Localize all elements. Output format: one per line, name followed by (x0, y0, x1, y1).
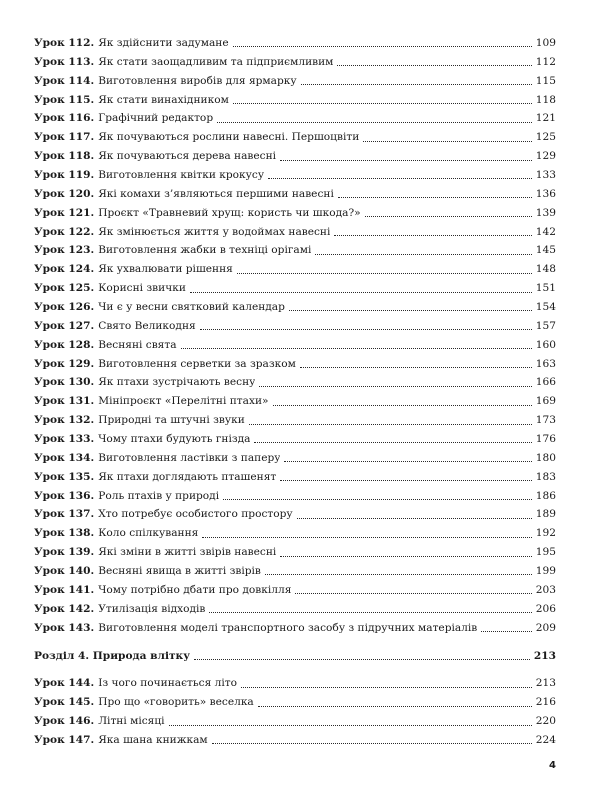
dot-leader (241, 686, 532, 688)
lesson-title: Виготовлення жабки в техніці орігамі (98, 244, 312, 257)
lesson-title: Мініпроєкт «Перелітні птахи» (98, 395, 269, 408)
lesson-number: Урок 127. (34, 319, 95, 332)
dot-leader (209, 611, 531, 613)
lesson-title: Про що «говорить» веселка (98, 696, 254, 709)
dot-leader (258, 705, 532, 707)
page-ref: 125 (535, 131, 556, 144)
lesson-number: Урок 129. (34, 357, 95, 370)
page-ref: 163 (535, 357, 556, 370)
page-ref: 206 (535, 602, 556, 615)
dot-leader (190, 291, 532, 293)
page-number: 4 (549, 760, 556, 771)
dot-leader (233, 45, 532, 47)
lesson-number: Урок 130. (34, 376, 95, 389)
page-ref: 173 (535, 414, 556, 427)
toc-entry (34, 317, 556, 336)
dot-leader (202, 536, 531, 538)
toc-entry (34, 53, 556, 72)
lesson-title: Природні та штучні звуки (98, 414, 245, 427)
lesson-number: Урок 118. (34, 150, 95, 163)
toc-lessons-part1 (34, 34, 556, 638)
dot-leader (249, 423, 532, 425)
page-ref: 133 (535, 169, 556, 182)
lesson-number: Урок 131. (34, 395, 95, 408)
page-ref: 189 (535, 508, 556, 521)
lesson-number: Урок 120. (34, 187, 95, 200)
page-ref: 115 (535, 74, 556, 87)
toc-entry (34, 430, 556, 449)
lesson-number: Урок 146. (34, 715, 95, 728)
page-ref: 166 (535, 376, 556, 389)
toc-entry (34, 449, 556, 468)
page-ref: 203 (535, 583, 556, 596)
toc-entry (34, 693, 556, 712)
lesson-title: Яка шана книжкам (98, 733, 208, 746)
dot-leader (363, 140, 532, 142)
toc-entry (34, 336, 556, 355)
table-of-contents (34, 34, 556, 750)
page-ref: 136 (535, 187, 556, 200)
lesson-number: Урок 143. (34, 621, 95, 634)
dot-leader (259, 385, 531, 387)
lesson-number: Урок 142. (34, 602, 95, 615)
page-ref: 139 (535, 206, 556, 219)
dot-leader (301, 83, 532, 85)
lesson-title: Виготовлення виробів для ярмарку (98, 74, 297, 87)
page-ref: 112 (535, 55, 556, 68)
lesson-number: Урок 113. (34, 55, 95, 68)
page-ref: 213 (535, 677, 556, 690)
toc-entry (34, 581, 556, 600)
page-ref: 121 (535, 112, 556, 125)
lesson-title: Із чого починається літо (98, 677, 238, 690)
lesson-number: Урок 122. (34, 225, 95, 238)
toc-entry (34, 34, 556, 53)
dot-leader (280, 159, 532, 161)
lesson-title: Чому потрібно дбати про довкілля (98, 583, 292, 596)
toc-entry (34, 392, 556, 411)
page-ref: 195 (535, 546, 556, 559)
toc-entry (34, 166, 556, 185)
toc-entry (34, 731, 556, 750)
lesson-title: Виготовлення моделі транспортного засобу з підручних матеріалів (98, 621, 478, 634)
lesson-title: Як змінюється життя у водоймах навесні (98, 225, 331, 238)
dot-leader (337, 64, 531, 66)
dot-leader (169, 724, 532, 726)
lesson-number: Урок 147. (34, 733, 95, 746)
page-ref: 160 (535, 338, 556, 351)
page-ref: 224 (535, 733, 556, 746)
lesson-number: Урок 133. (34, 433, 95, 446)
toc-entry (34, 600, 556, 619)
lesson-number: Урок 116. (34, 112, 95, 125)
page-ref: 148 (535, 263, 556, 276)
toc-entry (34, 91, 556, 110)
lesson-title: Роль птахів у природі (98, 489, 220, 502)
lesson-title: Як почуваються рослини навесні. Першоцвіти (98, 131, 360, 144)
lesson-number: Урок 119. (34, 169, 95, 182)
page-ref: 209 (535, 621, 556, 634)
lesson-number: Урок 128. (34, 338, 95, 351)
lesson-title: Корисні звички (98, 282, 186, 295)
lesson-title: Коло спілкування (98, 527, 199, 540)
page-ref: 180 (535, 451, 556, 464)
lesson-number: Урок 138. (34, 527, 95, 540)
toc-entry (34, 524, 556, 543)
toc-entry (34, 712, 556, 731)
dot-leader (265, 573, 532, 575)
page-ref: 216 (535, 696, 556, 709)
lesson-number: Урок 139. (34, 546, 95, 559)
dot-leader (289, 309, 532, 311)
dot-leader (338, 196, 532, 198)
lesson-title: Як почуваються дерева навесні (98, 150, 277, 163)
lesson-title: Як здійснити задумане (98, 37, 229, 49)
lesson-title: Виготовлення серветки за зразком (98, 357, 296, 370)
lesson-number: Урок 125. (34, 282, 95, 295)
lesson-number: Урок 123. (34, 244, 95, 257)
lesson-number: Урок 140. (34, 565, 95, 578)
lesson-number: Урок 124. (34, 263, 95, 276)
lesson-title: Графічний редактор (98, 112, 214, 125)
lesson-number: Урок 121. (34, 206, 95, 219)
lesson-title: Хто потребує особистого простору (98, 508, 293, 521)
page-ref: 183 (535, 470, 556, 483)
dot-leader (280, 555, 531, 557)
page-ref: 109 (535, 37, 556, 49)
lesson-number: Урок 115. (34, 93, 95, 106)
dot-leader (280, 479, 531, 481)
dot-leader (233, 102, 532, 104)
lesson-title: Виготовлення ластівки з паперу (98, 451, 281, 464)
section-page: 213 (533, 649, 556, 662)
lesson-title: Літні місяці (98, 715, 165, 728)
lesson-number: Урок 137. (34, 508, 95, 521)
lesson-number: Урок 114. (34, 74, 95, 87)
dot-leader (300, 366, 532, 368)
dot-leader (365, 215, 532, 217)
lesson-title: Як ухвалювати рішення (98, 263, 233, 276)
dot-leader (295, 592, 531, 594)
lesson-number: Урок 144. (34, 677, 95, 690)
lesson-title: Чи є у весни святковий календар (98, 301, 285, 314)
toc-entry (34, 543, 556, 562)
lesson-number: Урок 134. (34, 451, 95, 464)
toc-entry (34, 468, 556, 487)
toc-entry (34, 298, 556, 317)
toc-entry (34, 562, 556, 581)
toc-entry (34, 128, 556, 147)
page-ref: 220 (535, 715, 556, 728)
lesson-title: Виготовлення квітки крокусу (98, 169, 265, 182)
lesson-number: Урок 136. (34, 489, 95, 502)
lesson-number: Урок 145. (34, 696, 95, 709)
lesson-title: Свято Великодня (98, 319, 196, 332)
lesson-title: Які комахи з’являються першими навесні (98, 187, 334, 200)
lesson-title: Весняні свята (98, 338, 177, 351)
page-ref: 192 (535, 527, 556, 540)
dot-leader (334, 234, 531, 236)
lesson-title: Чому птахи будують гнізда (98, 433, 251, 446)
toc-entry (34, 223, 556, 242)
dot-leader (237, 272, 532, 274)
toc-entry (34, 72, 556, 91)
lesson-number: Урок 141. (34, 583, 95, 596)
page-ref: 142 (535, 225, 556, 238)
lesson-number: Урок 112. (34, 37, 95, 49)
toc-entry (34, 241, 556, 260)
dot-leader (268, 177, 532, 179)
dot-leader (297, 517, 532, 519)
toc-entry (34, 147, 556, 166)
toc-entry (34, 373, 556, 392)
dot-leader (254, 441, 531, 443)
dot-leader (200, 328, 532, 330)
toc-entry (34, 109, 556, 128)
toc-entry (34, 411, 556, 430)
toc-entry (34, 185, 556, 204)
toc-entry (34, 505, 556, 524)
toc-entry (34, 674, 556, 693)
dot-leader (315, 253, 531, 255)
lesson-number: Урок 117. (34, 131, 95, 144)
lesson-title: Утилізація відходів (98, 602, 206, 615)
dot-leader (181, 347, 532, 349)
dot-leader (194, 658, 530, 660)
lesson-title: Як птахи доглядають пташенят (98, 470, 277, 483)
toc-entry (34, 619, 556, 638)
lesson-number: Урок 135. (34, 470, 95, 483)
dot-leader (223, 498, 532, 500)
dot-leader (217, 121, 532, 123)
lesson-title: Як стати заощадливим та підприємливим (98, 55, 334, 68)
toc-entry (34, 204, 556, 223)
dot-leader (481, 630, 531, 632)
toc-entry (34, 355, 556, 374)
page-ref: 176 (535, 433, 556, 446)
page-ref: 129 (535, 150, 556, 163)
page-ref: 157 (535, 319, 556, 332)
lesson-title: Як птахи зустрічають весну (98, 376, 256, 389)
lesson-title: Проєкт «Травневий хрущ: користь чи шкода?» (98, 206, 361, 219)
toc-entry (34, 260, 556, 279)
lesson-number: Урок 126. (34, 301, 95, 314)
lesson-title: Весняні явища в житті звірів (98, 565, 261, 578)
dot-leader (273, 404, 532, 406)
lesson-number: Урок 132. (34, 414, 95, 427)
page-ref: 199 (535, 565, 556, 578)
toc-entry (34, 487, 556, 506)
page-ref: 186 (535, 489, 556, 502)
dot-leader (212, 742, 532, 744)
lesson-title: Як стати винахідником (98, 93, 229, 106)
page-ref: 118 (535, 93, 556, 106)
page-ref: 145 (535, 244, 556, 257)
lesson-title: Які зміни в житті звірів навесні (98, 546, 277, 559)
page-ref: 151 (535, 282, 556, 295)
dot-leader (284, 460, 531, 462)
toc-entry (34, 279, 556, 298)
section-title: Розділ 4. Природа влітку (34, 649, 190, 662)
section-heading (34, 647, 556, 666)
page-ref: 154 (535, 301, 556, 314)
toc-lessons-part2 (34, 674, 556, 749)
page-ref: 169 (535, 395, 556, 408)
